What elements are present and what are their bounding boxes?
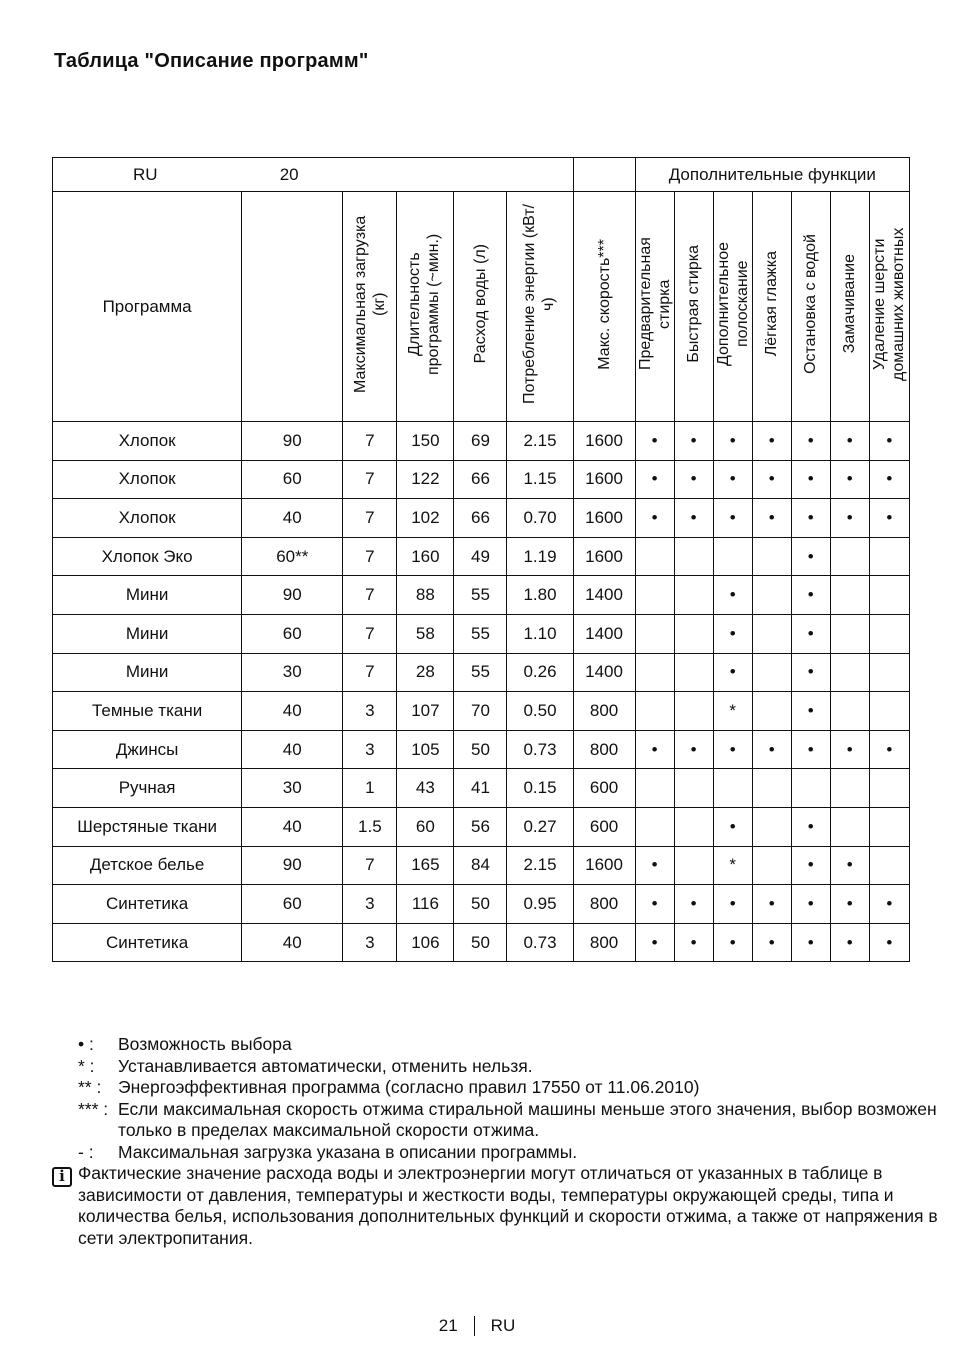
easy-iron-cell: [752, 576, 791, 615]
max-speed-cell: 800: [573, 885, 635, 924]
rinse-hold-cell: •: [791, 885, 830, 924]
extra-rinse-cell: [713, 769, 752, 808]
prewash-cell: [635, 692, 674, 731]
rinse-hold-cell: •: [791, 576, 830, 615]
legend-text: Если максимальная скорость отжима стиральной машины меньше этого значения, выбор возможен только в пределах максимальной скорости отжима.: [118, 1098, 937, 1140]
legend-key: * :: [78, 1055, 95, 1076]
temperature-cell: 60**: [242, 537, 343, 576]
pet-hair-cell: [869, 537, 909, 576]
program-name-cell: Синтетика: [53, 885, 242, 924]
quick-wash-cell: •: [674, 422, 713, 461]
extra-rinse-cell: •: [713, 885, 752, 924]
energy-usage-cell: 0.73: [507, 730, 573, 769]
max-load-cell: 1: [343, 769, 397, 808]
water-usage-cell: 66: [454, 460, 507, 499]
program-table: [52, 157, 910, 962]
easy-iron-cell: •: [752, 923, 791, 962]
soak-cell: •: [830, 846, 869, 885]
program-name-cell: Шерстяные ткани: [53, 807, 242, 846]
temperature-cell: 60: [242, 885, 343, 924]
legend-key: ** :: [78, 1077, 102, 1097]
energy-usage-cell: 1.10: [507, 614, 573, 653]
extra-rinse-cell: •: [713, 923, 752, 962]
pet-hair-cell: •: [869, 923, 909, 962]
water-usage-cell: 69: [454, 422, 507, 461]
energy-usage-cell: 0.26: [507, 653, 573, 692]
rinse-hold-cell: •: [791, 692, 830, 731]
easy-iron-cell: •: [752, 499, 791, 538]
extra-rinse-cell: •: [713, 422, 752, 461]
max-speed-cell: 800: [573, 730, 635, 769]
prewash-cell: [635, 653, 674, 692]
soak-cell: [830, 614, 869, 653]
extra-rinse-cell: *: [713, 846, 752, 885]
quick-wash-cell: •: [674, 460, 713, 499]
energy-usage-cell: 0.70: [507, 499, 573, 538]
duration-cell: 122: [397, 460, 454, 499]
duration-cell: 160: [397, 537, 454, 576]
program-name-cell: Хлопок Эко: [53, 537, 242, 576]
max-speed-cell: 600: [573, 807, 635, 846]
water-usage-cell: 50: [454, 730, 507, 769]
water-usage-cell: 41: [454, 769, 507, 808]
pet-hair-cell: [869, 846, 909, 885]
easy-iron-cell: •: [752, 460, 791, 499]
duration-cell: 60: [397, 807, 454, 846]
max-load-cell: 3: [343, 885, 397, 924]
table-row: [53, 576, 910, 615]
water-usage-cell: 56: [454, 807, 507, 846]
temperature-cell: 90: [242, 422, 343, 461]
temperature-cell: 40: [242, 692, 343, 731]
extra-functions-header: Дополнительные функции: [635, 158, 909, 192]
soak-cell: [830, 807, 869, 846]
energy-usage-cell: 0.50: [507, 692, 573, 731]
temperature-cell: 40: [242, 730, 343, 769]
program-name-cell: Мини: [53, 653, 242, 692]
max-load-cell: 3: [343, 730, 397, 769]
max-speed-cell: 1600: [573, 499, 635, 538]
legend-item: [78, 1099, 938, 1142]
easy-iron-cell: [752, 807, 791, 846]
easy-iron-cell: [752, 537, 791, 576]
temperature-cell: 30: [242, 653, 343, 692]
program-name-cell: Хлопок: [53, 422, 242, 461]
region-label: RU: [53, 158, 242, 192]
soak-cell: •: [830, 460, 869, 499]
table-row: [53, 885, 910, 924]
legend-text: Возможность выбора: [118, 1034, 292, 1054]
table-row: [53, 422, 910, 461]
extra-rinse-cell: •: [713, 576, 752, 615]
pet-hair-cell: •: [869, 885, 909, 924]
pet-hair-cell: [869, 807, 909, 846]
easy-iron-cell: [752, 846, 791, 885]
max-speed-cell: 1400: [573, 576, 635, 615]
legend-item: [78, 1142, 938, 1164]
duration-cell: 28: [397, 653, 454, 692]
rinse-hold-cell: •: [791, 730, 830, 769]
energy-usage-cell: 1.80: [507, 576, 573, 615]
water-usage-cell: 55: [454, 653, 507, 692]
max-load-cell: 7: [343, 576, 397, 615]
easy-iron-cell: [752, 692, 791, 731]
page-language: RU: [490, 1316, 516, 1335]
max-load-cell: 7: [343, 460, 397, 499]
max-load-cell: 7: [343, 653, 397, 692]
prewash-cell: •: [635, 730, 674, 769]
col-speed-header: Макс. скорость***: [573, 192, 635, 422]
col-quick-wash-header: Быстрая стирка: [674, 192, 713, 422]
program-name-cell: Джинсы: [53, 730, 242, 769]
water-usage-cell: 55: [454, 576, 507, 615]
energy-usage-cell: 2.15: [507, 846, 573, 885]
temperature-cell: 40: [242, 923, 343, 962]
extra-rinse-cell: •: [713, 499, 752, 538]
water-usage-cell: 49: [454, 537, 507, 576]
rinse-hold-cell: •: [791, 614, 830, 653]
prewash-cell: •: [635, 460, 674, 499]
pet-hair-cell: [869, 576, 909, 615]
prewash-cell: •: [635, 422, 674, 461]
header-blank-cell: [573, 158, 635, 192]
pet-hair-cell: [869, 653, 909, 692]
prewash-cell: •: [635, 923, 674, 962]
col-extra-rinse-header: Дополнительное полоскание: [713, 192, 752, 422]
col-temp-header: [242, 192, 343, 422]
soak-cell: [830, 576, 869, 615]
table-body: [53, 422, 910, 962]
soak-cell: [830, 692, 869, 731]
max-speed-cell: 800: [573, 692, 635, 731]
extra-rinse-cell: [713, 537, 752, 576]
max-speed-cell: 1600: [573, 846, 635, 885]
max-load-cell: 3: [343, 923, 397, 962]
energy-usage-cell: 0.27: [507, 807, 573, 846]
duration-cell: 165: [397, 846, 454, 885]
prewash-cell: [635, 807, 674, 846]
program-name-cell: Детское белье: [53, 846, 242, 885]
prewash-cell: •: [635, 846, 674, 885]
col-program-header: Программа: [53, 192, 242, 422]
soak-cell: [830, 653, 869, 692]
program-name-cell: Темные ткани: [53, 692, 242, 731]
legend: [59, 1034, 938, 1249]
rinse-hold-cell: [791, 769, 830, 808]
max-load-cell: 7: [343, 499, 397, 538]
temperature-cell: 90: [242, 846, 343, 885]
info-note: [52, 1163, 938, 1249]
pet-hair-cell: •: [869, 730, 909, 769]
pet-hair-cell: [869, 614, 909, 653]
col-energy-header: Потребление энергии (кВт/ч): [507, 192, 573, 422]
table-row: [53, 846, 910, 885]
region-value: 20: [242, 158, 573, 192]
max-load-cell: 1.5: [343, 807, 397, 846]
water-usage-cell: 70: [454, 692, 507, 731]
prewash-cell: [635, 576, 674, 615]
water-usage-cell: 50: [454, 885, 507, 924]
table-row: [53, 692, 910, 731]
energy-usage-cell: 0.73: [507, 923, 573, 962]
quick-wash-cell: [674, 537, 713, 576]
extra-rinse-cell: •: [713, 653, 752, 692]
program-name-cell: Ручная: [53, 769, 242, 808]
rinse-hold-cell: •: [791, 807, 830, 846]
max-load-cell: 7: [343, 537, 397, 576]
energy-usage-cell: 2.15: [507, 422, 573, 461]
quick-wash-cell: [674, 614, 713, 653]
quick-wash-cell: [674, 653, 713, 692]
duration-cell: 116: [397, 885, 454, 924]
table-row: [53, 769, 910, 808]
energy-usage-cell: 0.15: [507, 769, 573, 808]
table-row: [53, 460, 910, 499]
max-speed-cell: 1600: [573, 460, 635, 499]
temperature-cell: 40: [242, 499, 343, 538]
table-row: [53, 730, 910, 769]
soak-cell: •: [830, 923, 869, 962]
pet-hair-cell: •: [869, 499, 909, 538]
rinse-hold-cell: •: [791, 499, 830, 538]
soak-cell: [830, 537, 869, 576]
table-row: [53, 614, 910, 653]
page-footer: [0, 1316, 954, 1336]
table-row: [53, 653, 910, 692]
extra-rinse-cell: •: [713, 730, 752, 769]
energy-usage-cell: 1.15: [507, 460, 573, 499]
max-speed-cell: 600: [573, 769, 635, 808]
pet-hair-cell: •: [869, 422, 909, 461]
max-speed-cell: 1600: [573, 537, 635, 576]
col-duration-header: Длительность программы (~мин.): [397, 192, 454, 422]
col-easy-iron-header: Лёгкая глажка: [752, 192, 791, 422]
legend-item: [78, 1056, 938, 1078]
max-load-cell: 7: [343, 846, 397, 885]
legend-text: Энергоэффективная программа (согласно правил 17550 от 11.06.2010): [118, 1077, 700, 1097]
legend-list: [78, 1034, 938, 1163]
legend-text: Максимальная загрузка указана в описании программы.: [118, 1141, 578, 1162]
max-speed-cell: 1400: [573, 653, 635, 692]
soak-cell: •: [830, 885, 869, 924]
max-speed-cell: 1400: [573, 614, 635, 653]
quick-wash-cell: •: [674, 923, 713, 962]
temperature-cell: 60: [242, 614, 343, 653]
temperature-cell: 90: [242, 576, 343, 615]
duration-cell: 43: [397, 769, 454, 808]
extra-rinse-cell: •: [713, 460, 752, 499]
temperature-cell: 60: [242, 460, 343, 499]
quick-wash-cell: •: [674, 499, 713, 538]
max-load-cell: 7: [343, 422, 397, 461]
prewash-cell: •: [635, 885, 674, 924]
table-row: [53, 499, 910, 538]
max-speed-cell: 800: [573, 923, 635, 962]
table-column-header-row: [53, 192, 910, 422]
program-name-cell: Синтетика: [53, 923, 242, 962]
info-note-text: Фактические значение расхода воды и электроэнергии могут отличаться от указанных в таблице в зависимости от давления, температуры и жесткости воды, температуры окружающей среды, типа и количества белья, использования дополнительных функций и скорости отжима, а также от напряжения в сети электропитания.: [78, 1163, 938, 1248]
duration-cell: 58: [397, 614, 454, 653]
table-row: [53, 807, 910, 846]
col-soak-header: Замачивание: [830, 192, 869, 422]
duration-cell: 105: [397, 730, 454, 769]
quick-wash-cell: [674, 807, 713, 846]
soak-cell: •: [830, 730, 869, 769]
easy-iron-cell: •: [752, 730, 791, 769]
table-top-header-row: [53, 158, 910, 192]
soak-cell: •: [830, 422, 869, 461]
rinse-hold-cell: •: [791, 923, 830, 962]
prewash-cell: [635, 537, 674, 576]
extra-rinse-cell: *: [713, 692, 752, 731]
water-usage-cell: 55: [454, 614, 507, 653]
page-number: 21: [439, 1316, 475, 1336]
soak-cell: •: [830, 499, 869, 538]
duration-cell: 106: [397, 923, 454, 962]
program-name-cell: Мини: [53, 576, 242, 615]
energy-usage-cell: 1.19: [507, 537, 573, 576]
max-load-cell: 3: [343, 692, 397, 731]
easy-iron-cell: [752, 769, 791, 808]
temperature-cell: 30: [242, 769, 343, 808]
temperature-cell: 40: [242, 807, 343, 846]
quick-wash-cell: •: [674, 885, 713, 924]
program-name-cell: Хлопок: [53, 460, 242, 499]
easy-iron-cell: [752, 653, 791, 692]
legend-text: Устанавливается автоматически, отменить нельзя.: [118, 1055, 533, 1076]
quick-wash-cell: [674, 769, 713, 808]
energy-usage-cell: 0.95: [507, 885, 573, 924]
pet-hair-cell: [869, 769, 909, 808]
pet-hair-cell: [869, 692, 909, 731]
duration-cell: 88: [397, 576, 454, 615]
col-pet-hair-header: Удаление шерсти домашних животных: [869, 192, 909, 422]
rinse-hold-cell: •: [791, 846, 830, 885]
water-usage-cell: 66: [454, 499, 507, 538]
col-max-load-header: Максимальная загрузка (кг): [343, 192, 397, 422]
legend-key: • :: [78, 1034, 94, 1054]
col-water-header: Расход воды (л): [454, 192, 507, 422]
max-load-cell: 7: [343, 614, 397, 653]
rinse-hold-cell: •: [791, 653, 830, 692]
duration-cell: 102: [397, 499, 454, 538]
water-usage-cell: 50: [454, 923, 507, 962]
prewash-cell: [635, 614, 674, 653]
easy-iron-cell: •: [752, 422, 791, 461]
col-prewash-header: Предварительная стирка: [635, 192, 674, 422]
rinse-hold-cell: •: [791, 537, 830, 576]
soak-cell: [830, 769, 869, 808]
easy-iron-cell: [752, 614, 791, 653]
extra-rinse-cell: •: [713, 807, 752, 846]
legend-item: [78, 1034, 938, 1056]
table-row: [53, 537, 910, 576]
max-speed-cell: 1600: [573, 422, 635, 461]
quick-wash-cell: [674, 846, 713, 885]
easy-iron-cell: •: [752, 885, 791, 924]
duration-cell: 150: [397, 422, 454, 461]
page-title: Таблица "Описание программ": [54, 50, 369, 72]
info-icon: i: [52, 1167, 72, 1187]
quick-wash-cell: [674, 692, 713, 731]
legend-key: *** :: [78, 1098, 109, 1119]
extra-rinse-cell: •: [713, 614, 752, 653]
quick-wash-cell: •: [674, 730, 713, 769]
rinse-hold-cell: •: [791, 460, 830, 499]
prewash-cell: [635, 769, 674, 808]
rinse-hold-cell: •: [791, 422, 830, 461]
program-name-cell: Хлопок: [53, 499, 242, 538]
quick-wash-cell: [674, 576, 713, 615]
col-rinse-hold-header: Остановка с водой: [791, 192, 830, 422]
program-name-cell: Мини: [53, 614, 242, 653]
duration-cell: 107: [397, 692, 454, 731]
prewash-cell: •: [635, 499, 674, 538]
table-row: [53, 923, 910, 962]
water-usage-cell: 84: [454, 846, 507, 885]
legend-key: - :: [78, 1141, 94, 1162]
pet-hair-cell: •: [869, 460, 909, 499]
legend-item: [78, 1077, 938, 1099]
